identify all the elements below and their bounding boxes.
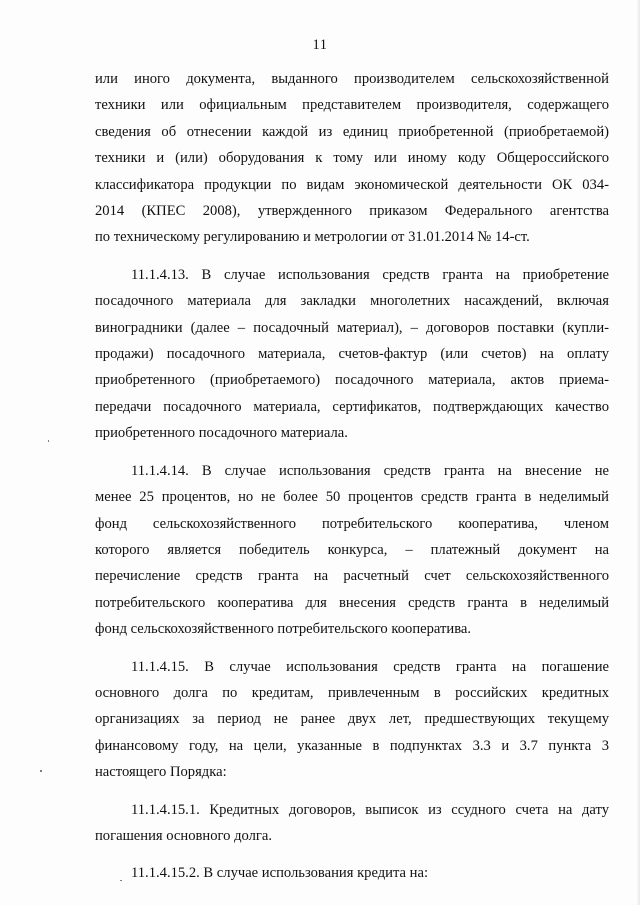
paragraph-11-1-4-13 bbox=[95, 262, 609, 447]
text-line: продажи) посадочного материала, счетов-фактур (или счетов) на оплату bbox=[95, 346, 609, 363]
text-line: приобретенного (приобретаемого) посадочного материала, актов приема- bbox=[95, 372, 609, 389]
paragraph-continuation bbox=[95, 66, 609, 251]
text-line: классификатора продукции по видам экономической деятельности ОК 034- bbox=[95, 176, 609, 193]
paragraph-11-1-4-14 bbox=[95, 458, 609, 643]
text-line: настоящего Порядка: bbox=[95, 764, 227, 781]
text-line: посадочного материала для закладки многолетних насаждений, включая bbox=[95, 293, 609, 310]
text-line: 11.1.4.15.2. В случае использования кредита на: bbox=[131, 865, 429, 882]
text-line: финансовому году, на цели, указанные в подпунктах 3.3 и 3.7 пункта 3 bbox=[95, 737, 609, 754]
text-line: 11.1.4.13. В случае использования средств гранта на приобретение bbox=[131, 266, 609, 283]
text-line: фонд сельскохозяйственного потребительского кооператива. bbox=[95, 621, 472, 638]
text-line: виноградники (далее – посадочный материал), – договоров поставки (купли- bbox=[95, 319, 609, 336]
text-line: менее 25 процентов, но не более 50 процентов средств гранта в неделимый bbox=[95, 489, 609, 506]
text-line: передачи посадочного материала, сертификатов, подтверждающих качество bbox=[95, 398, 609, 415]
scan-speck bbox=[120, 880, 122, 881]
text-line: которого является победитель конкурса, – платежный документ на bbox=[95, 541, 609, 558]
paragraph-11-1-4-15-2 bbox=[95, 860, 609, 886]
text-line: перечисление средств гранта на расчетный счет сельскохозяйственного bbox=[95, 568, 609, 585]
text-line: приобретенного посадочного материала. bbox=[95, 425, 348, 442]
text-line: основного долга по кредитам, привлеченным в российских кредитных bbox=[95, 684, 609, 701]
paragraph-gap bbox=[95, 643, 609, 654]
text-line: 11.1.4.15.1. Кредитных договоров, выписок из ссудного счета на дату bbox=[131, 801, 609, 818]
text-line: сведения об отнесении каждой из единиц приобретенной (приобретаемой) bbox=[95, 123, 609, 140]
text-line: или иного документа, выданного производителем сельскохозяйственной bbox=[95, 71, 609, 87]
paragraph-11-1-4-15 bbox=[95, 654, 609, 786]
paragraph-gap bbox=[95, 786, 609, 797]
text-line: потребительского кооператива для внесения средств гранта в неделимый bbox=[95, 594, 609, 611]
page-number: 11 bbox=[312, 37, 328, 53]
paragraph-gap bbox=[95, 447, 609, 458]
paragraph-11-1-4-15-1 bbox=[95, 797, 609, 850]
text-line: 11.1.4.15. В случае использования средств гранта на погашение bbox=[131, 658, 609, 675]
text-line: погашения основного долга. bbox=[95, 827, 272, 844]
text-line: 2014 (КПЕС 2008), утвержденного приказом Федерального агентства bbox=[95, 203, 609, 220]
text-line: 11.1.4.14. В случае использования средств гранта на внесение не bbox=[131, 462, 609, 479]
scan-speck bbox=[40, 770, 42, 772]
text-line: техники и (или) оборудования к тому или иному коду Общероссийского bbox=[95, 150, 609, 167]
paragraph-gap bbox=[95, 251, 609, 262]
text-line: организациях за период не ранее двух лет, предшествующих текущему bbox=[95, 711, 609, 728]
document-body bbox=[95, 66, 609, 887]
text-line: фонд сельскохозяйственного потребительского кооператива, членом bbox=[95, 515, 609, 532]
page-edge-shadow bbox=[636, 0, 640, 905]
text-line: техники или официальным представителем производителя, содержащего bbox=[95, 97, 609, 114]
paragraph-gap bbox=[95, 849, 609, 860]
scan-speck bbox=[48, 440, 49, 442]
text-line: по техническому регулированию и метрологии от 31.01.2014 № 14-ст. bbox=[95, 229, 530, 246]
